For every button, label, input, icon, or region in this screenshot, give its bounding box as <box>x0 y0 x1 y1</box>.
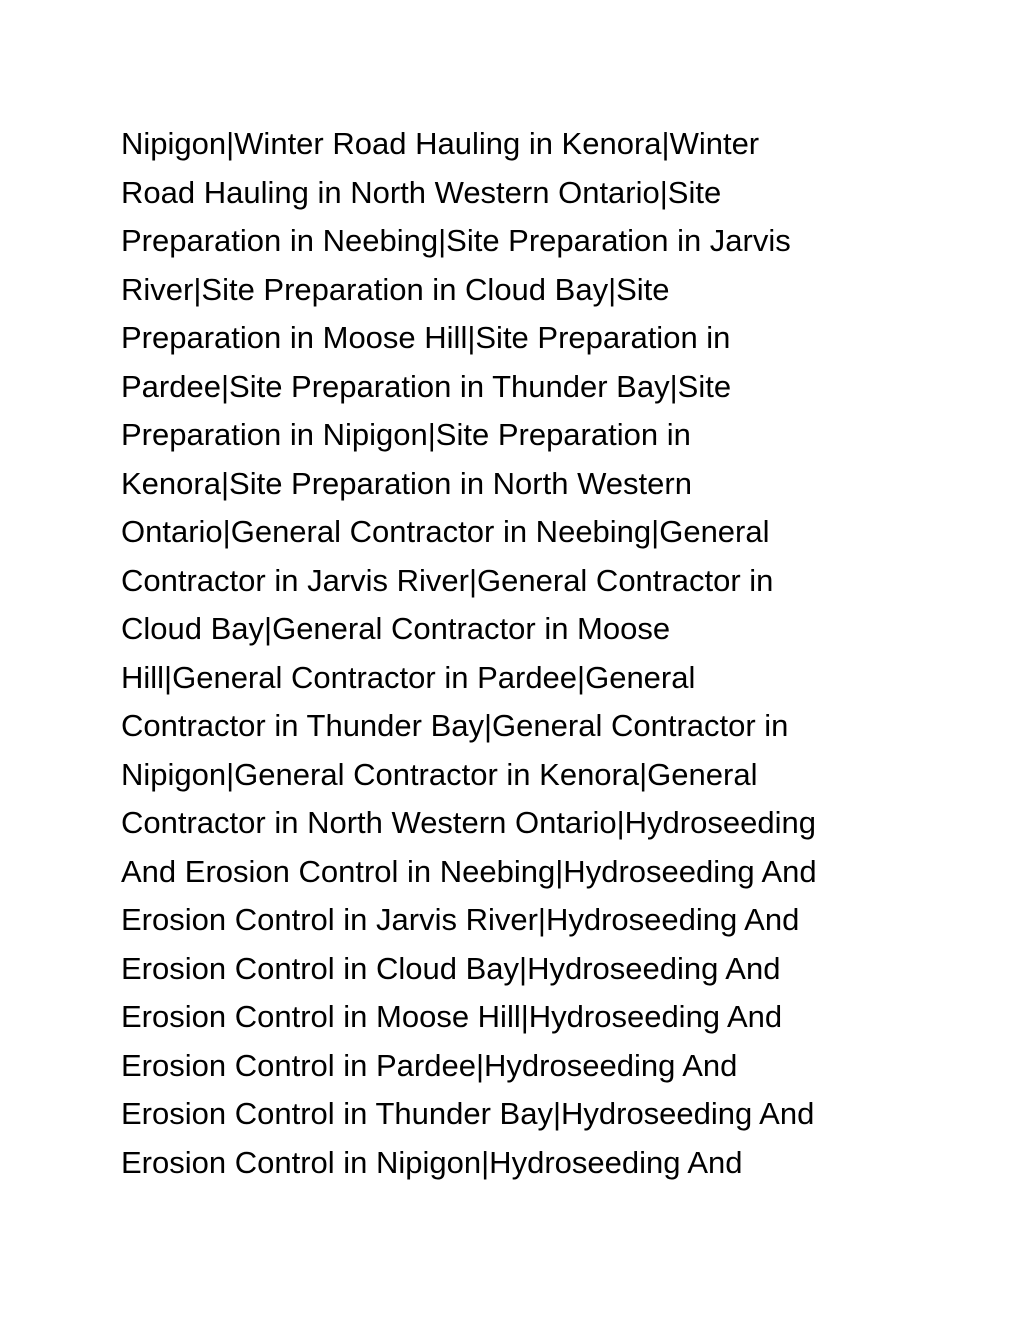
text-line-11: Cloud Bay|General Contractor in Moose <box>121 611 671 646</box>
text-line-4: River|Site Preparation in Cloud Bay|Site <box>121 271 670 307</box>
text-line-12: Hill|General Contractor in Pardee|General <box>121 659 696 695</box>
text-line-7: Preparation in Nipigon|Site Preparation in <box>121 417 691 452</box>
text-line-18: Erosion Control in Cloud Bay|Hydroseeding And <box>121 950 781 986</box>
text-line-1: Nipigon|Winter Road Hauling in Kenora|Winter <box>121 126 760 161</box>
text-line-15: Contractor in North Western Ontario|Hydroseeding <box>121 805 816 840</box>
text-line-14: Nipigon|General Contractor in Kenora|General <box>121 756 758 792</box>
text-line-20: Erosion Control in Pardee|Hydroseeding And <box>121 1047 738 1083</box>
text-line-21: Erosion Control in Thunder Bay|Hydroseeding And <box>121 1096 815 1131</box>
text-line-3: Preparation in Neebing|Site Preparation in Jarvis <box>121 223 791 258</box>
text-line-9: Ontario|General Contractor in Neebing|General <box>121 514 770 549</box>
text-line-2: Road Hauling in North Western Ontario|Site <box>121 174 722 210</box>
text-line-22: Erosion Control in Nipigon|Hydroseeding And <box>121 1144 743 1180</box>
text-line-10: Contractor in Jarvis River|General Contractor in <box>121 562 774 598</box>
text-line-5: Preparation in Moose Hill|Site Preparation in <box>121 320 731 355</box>
text-line-6: Pardee|Site Preparation in Thunder Bay|Site <box>121 368 732 404</box>
text-line-17: Erosion Control in Jarvis River|Hydroseeding And <box>121 902 800 937</box>
text-line-13: Contractor in Thunder Bay|General Contractor in <box>121 708 789 743</box>
text-line-8: Kenora|Site Preparation in North Western <box>121 465 692 501</box>
body-text <box>121 120 921 1187</box>
text-line-19: Erosion Control in Moose Hill|Hydroseeding And <box>121 999 783 1034</box>
text-line-16: And Erosion Control in Neebing|Hydroseeding And <box>121 853 817 889</box>
